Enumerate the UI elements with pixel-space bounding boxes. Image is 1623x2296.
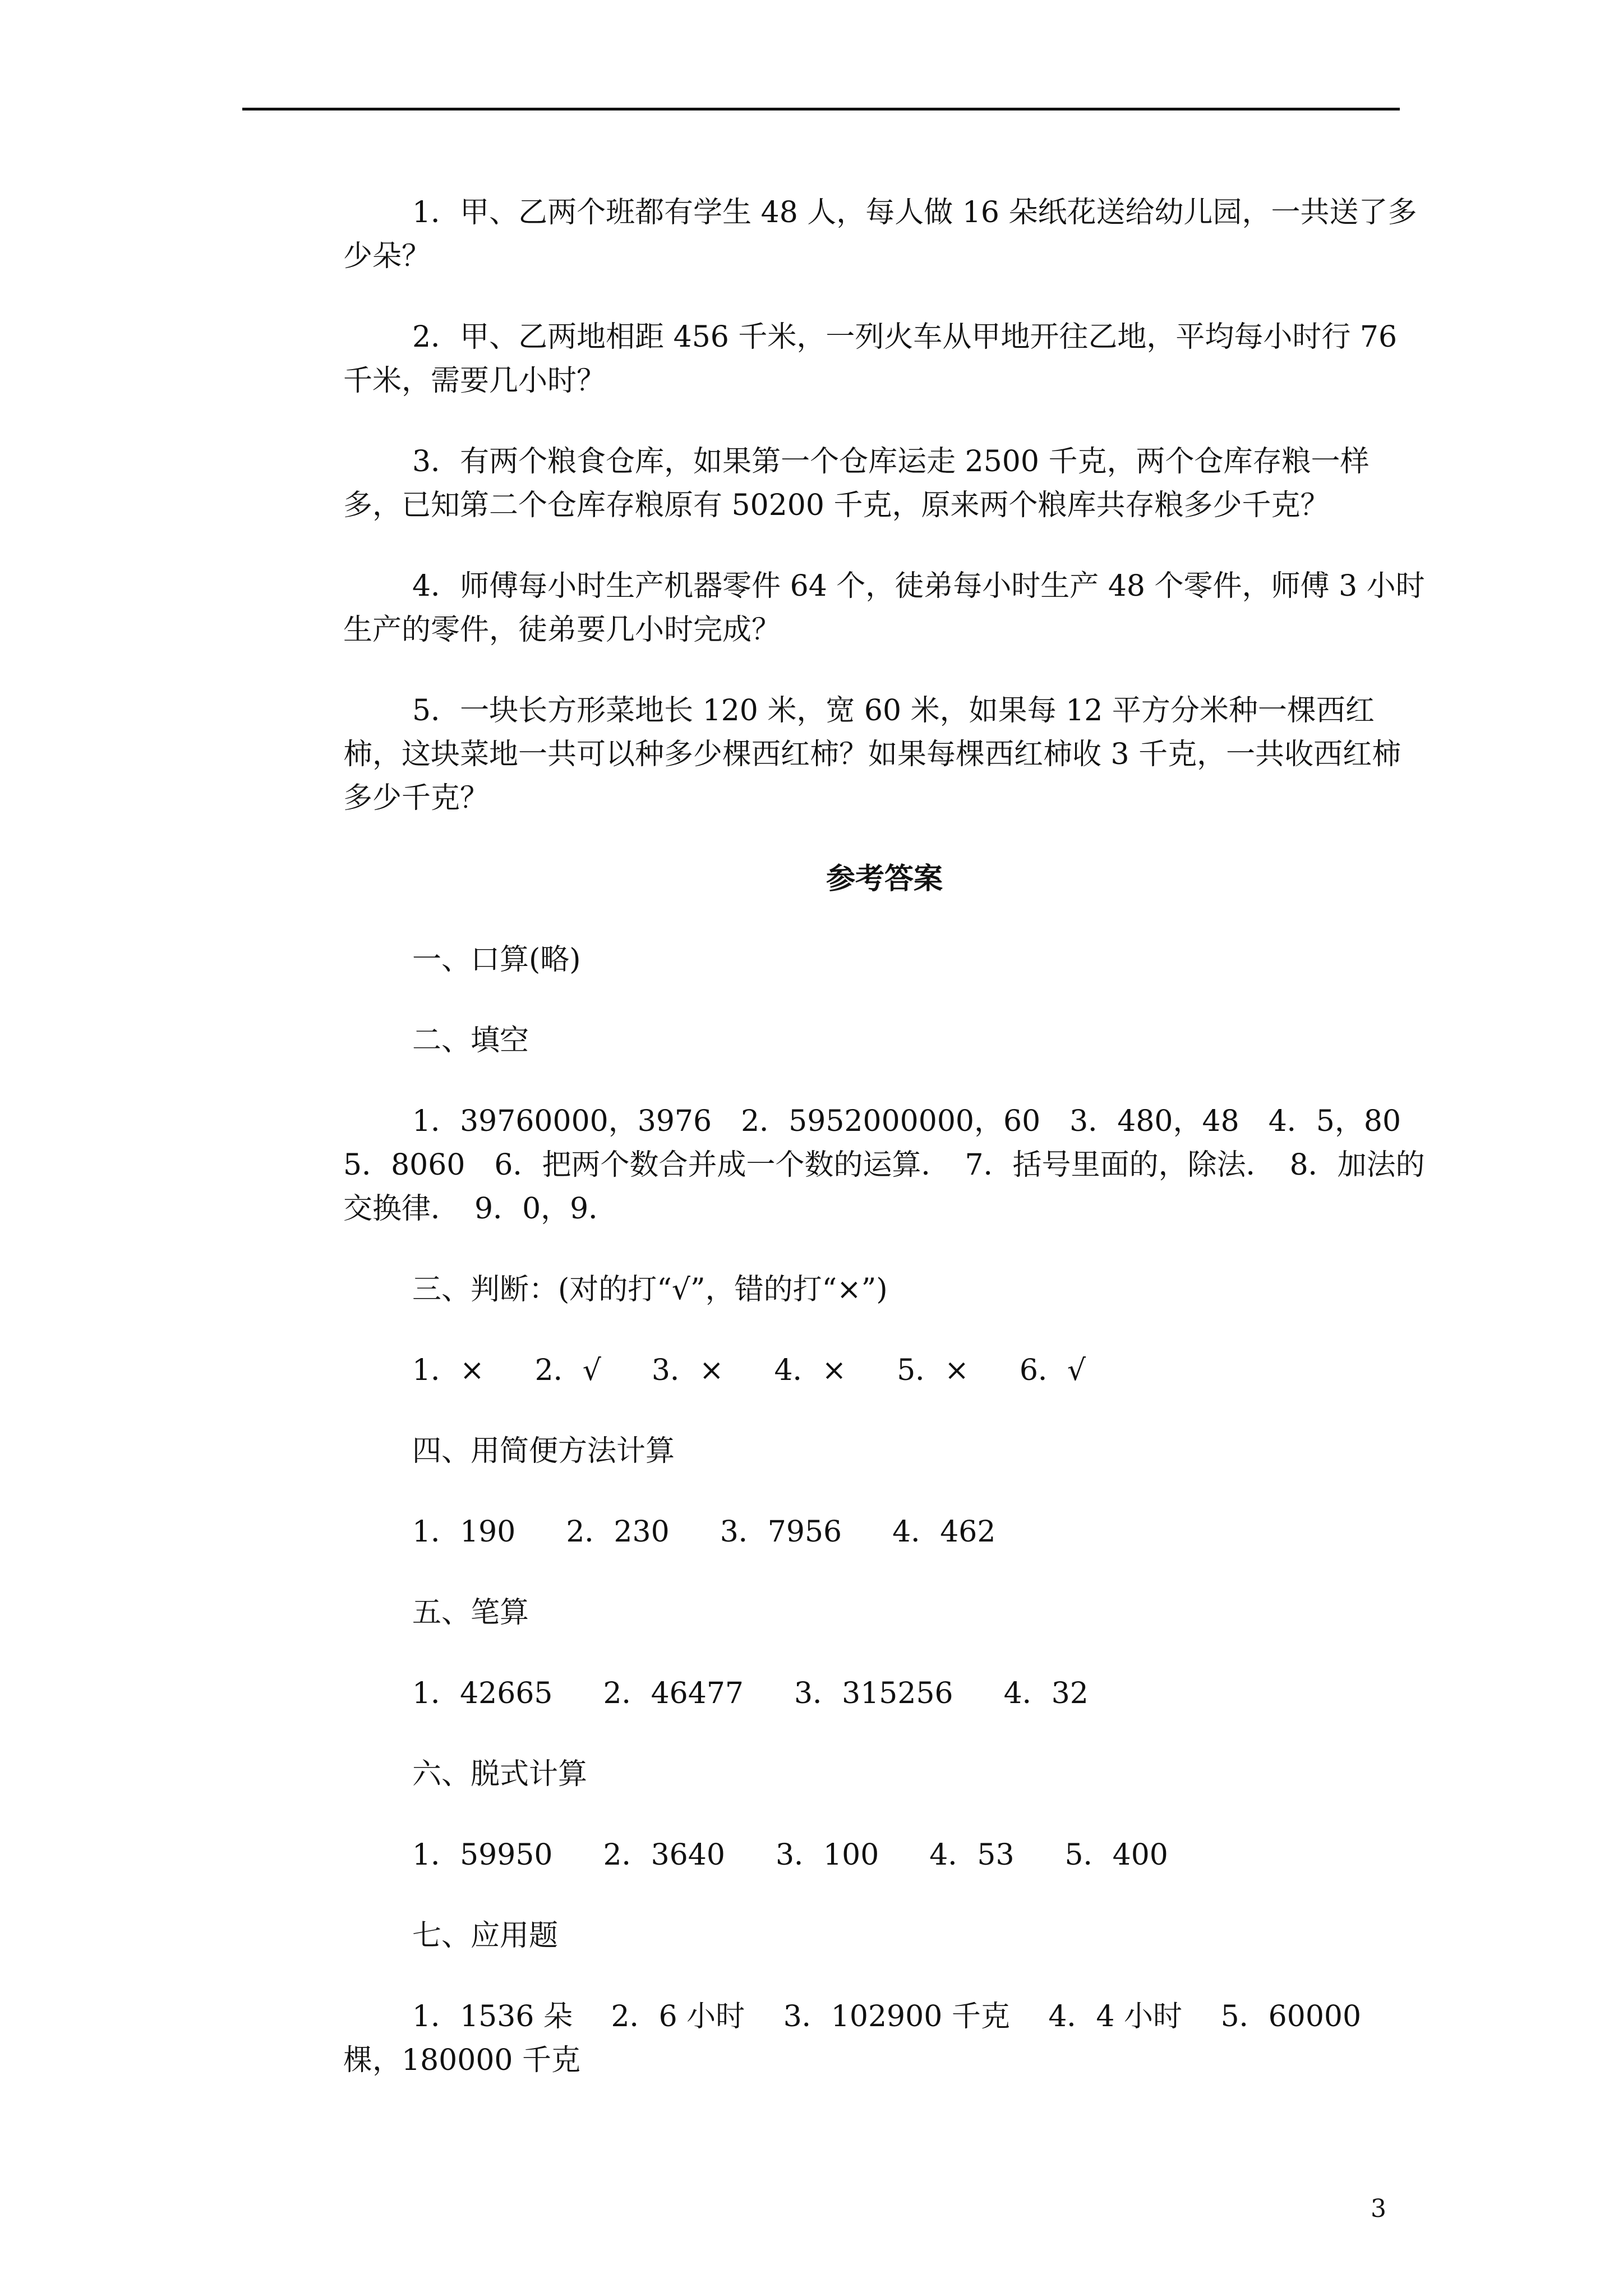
answer-item: 1．× xyxy=(412,1354,485,1387)
section-6-title: 六、脱式计算 xyxy=(412,1757,588,1791)
answer-item: 3．× xyxy=(651,1354,724,1387)
answer-item: 1．190 xyxy=(412,1515,516,1549)
section-2-answers: 1．39760000，3976 2．5952000000，60 3．480，48 4．5，80 5．8060 6．把两个数合并成一个数的运算． 7．括号里面的，除法． 8．加法的交换律． 9．0，9． xyxy=(343,1105,1431,1226)
page-number: 3 xyxy=(1371,2194,1386,2223)
answer-item: 2．3640 xyxy=(603,1838,725,1872)
section-6-answers xyxy=(343,1833,1426,1877)
section-2-title: 二、填空 xyxy=(412,1024,529,1057)
section-4-title: 四、用简便方法计算 xyxy=(412,1434,675,1468)
header-rule xyxy=(242,108,1400,111)
answer-item: 3．315256 xyxy=(794,1677,953,1710)
answer-item: 4．53 xyxy=(929,1838,1015,1872)
section-7-title: 七、应用题 xyxy=(412,1919,559,1953)
answer-item: 4．32 xyxy=(1003,1677,1089,1710)
answer-item: 4．× xyxy=(774,1354,847,1387)
section-1-title: 一、口算(略) xyxy=(412,943,581,977)
answer-item: 1．59950 xyxy=(412,1838,553,1872)
problem-3: 3．有两个粮食仓库，如果第一个仓库运走 2500 千克，两个仓库存粮一样多，已知第二个仓库存粮原有 50200 千克，原来两个粮库共存粮多少千克？ xyxy=(343,445,1370,522)
section-3-answers xyxy=(343,1349,1426,1392)
answer-item: 3．7956 xyxy=(720,1515,842,1549)
section-7-answers: 1．1536 朵 2．6 小时 3．102900 千克 4．4 小时 5．60000 棵，180000 千克 xyxy=(343,2000,1362,2077)
answers-title: 参考答案 xyxy=(826,862,943,896)
section-5-title: 五、笔算 xyxy=(412,1596,529,1630)
answer-item: 6．√ xyxy=(1019,1354,1086,1387)
section-4-answers xyxy=(343,1510,1426,1554)
answer-item: 4．462 xyxy=(892,1515,996,1549)
answer-item: 2．46477 xyxy=(603,1677,744,1710)
answer-item: 3．100 xyxy=(775,1838,879,1872)
page-content xyxy=(343,191,1431,2119)
problem-2: 2．甲、乙两地相距 456 千米，一列火车从甲地开往乙地，平均每小时行 76 千米，需要几小时？ xyxy=(343,320,1398,398)
section-3-title: 三、判断：(对的打“√”，错的打“×”) xyxy=(412,1273,888,1306)
problem-1: 1．甲、乙两个班都有学生 48 人，每人做 16 朵纸花送给幼儿园，一共送了多少朵？ xyxy=(343,196,1417,273)
answer-item: 5．× xyxy=(897,1354,969,1387)
problem-4: 4．师傅每小时生产机器零件 64 个，徒弟每小时生产 48 个零件，师傅 3 小时生产的零件，徒弟要几小时完成？ xyxy=(343,569,1425,647)
answer-item: 2．230 xyxy=(566,1515,670,1549)
answer-item: 2．√ xyxy=(534,1354,601,1387)
answer-item: 1．42665 xyxy=(412,1677,553,1710)
problem-5: 5．一块长方形菜地长 120 米，宽 60 米，如果每 12 平方分米种一棵西红柿，这块菜地一共可以种多少棵西红柿？如果每棵西红柿收 3 千克，一共收西红柿多少千克？ xyxy=(343,694,1401,815)
answer-item: 5．400 xyxy=(1064,1838,1168,1872)
section-5-answers xyxy=(343,1672,1426,1715)
